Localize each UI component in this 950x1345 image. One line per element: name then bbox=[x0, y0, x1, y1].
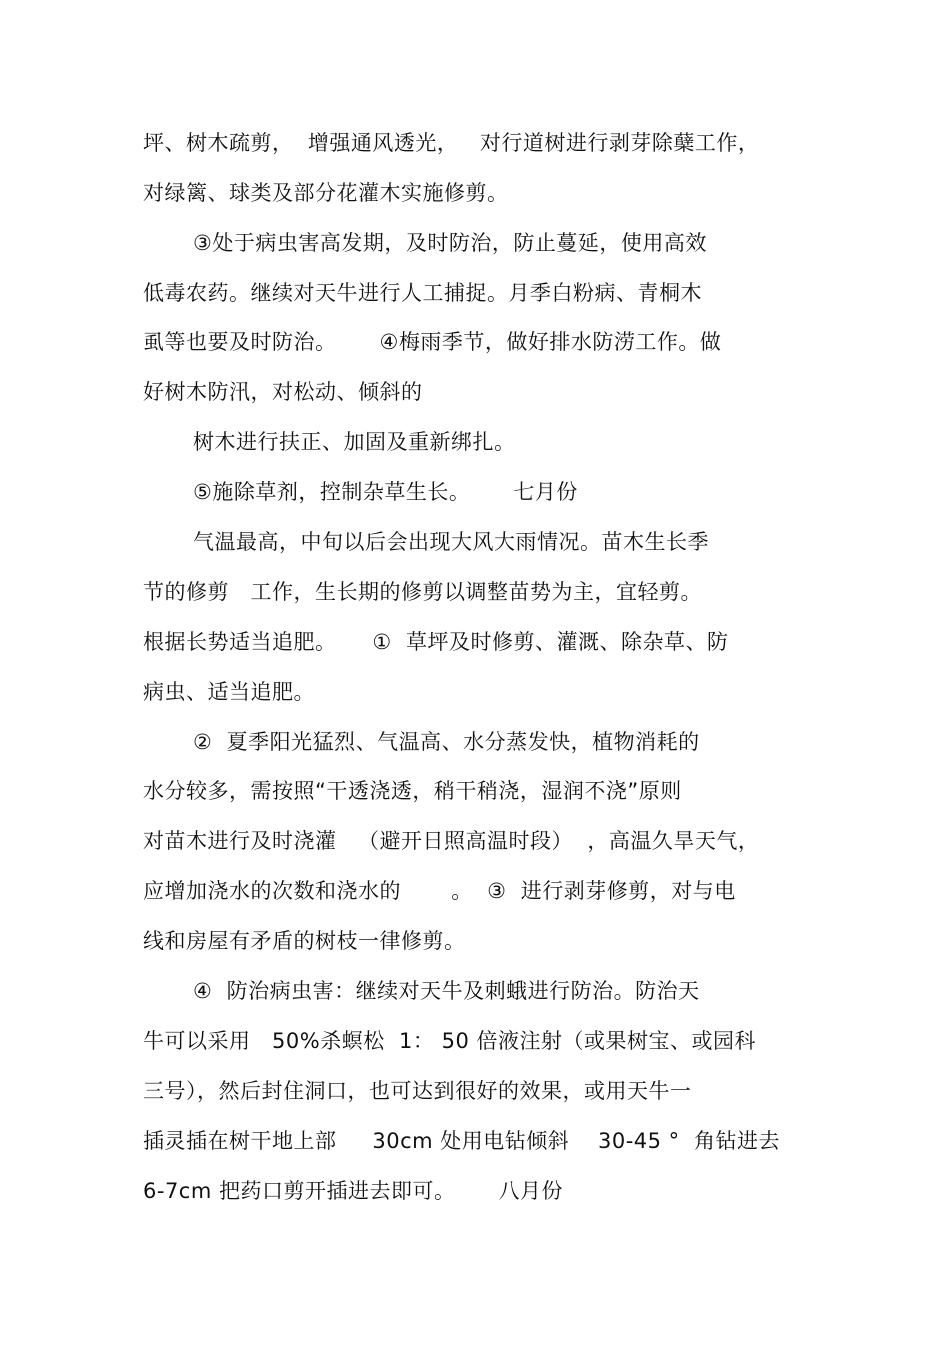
text-line-11: 根据长势适当追肥。 ① 草坪及时修剪、灌溉、除杂草、防 bbox=[143, 630, 729, 654]
text-line-7: 树木进行扶正、加固及重新绑扎。 bbox=[193, 430, 516, 454]
text-line-18: ④ 防治病虫害：继续对天牛及刺蛾进行防治。防治天 bbox=[193, 979, 700, 1003]
text-line-5: 虱等也要及时防治。 ④梅雨季节，做好排水防涝工作。做 bbox=[143, 330, 722, 354]
text-line-16: 应增加浇水的次数和浇水的 。 ③ 进行剥芽修剪，对与电 bbox=[143, 879, 736, 903]
text-line-6: 好树木防汛，对松动、倾斜的 bbox=[143, 380, 423, 404]
text-line-12: 病虫、适当追肥。 bbox=[143, 680, 315, 704]
text-line-8: ⑤施除草剂，控制杂草生长。 七月份 bbox=[193, 480, 578, 504]
text-line-4: 低毒农药。继续对天牛进行人工捕捉。月季白粉病、青桐木 bbox=[143, 281, 702, 305]
text-line-19: 牛可以采用 50%杀螟松 1： 50 倍液注射（或果树宝、或园科 bbox=[143, 1029, 756, 1053]
text-line-14: 水分较多，需按照“干透浇透，稍干稍浇，湿润不浇”原则 bbox=[143, 779, 682, 803]
text-line-22: 6-7cm 把药口剪开插进去即可。 八月份 bbox=[143, 1179, 564, 1203]
text-line-1: 坪、树木疏剪， 增强通风透光， 对行道树进行剥芽除蘖工作， bbox=[143, 131, 760, 155]
text-line-21: 插灵插在树干地上部 30cm 处用电钻倾斜 30-45 ° 角钻进去 bbox=[143, 1129, 781, 1153]
text-line-9: 气温最高，中旬以后会出现大风大雨情况。苗木生长季 bbox=[193, 530, 709, 554]
text-line-15: 对苗木进行及时浇灌 （避开日照高温时段） ，高温久旱天气， bbox=[143, 829, 760, 853]
text-line-20: 三号），然后封住洞口，也可达到很好的效果，或用天牛一 bbox=[143, 1079, 692, 1103]
text-line-17: 线和房屋有矛盾的树枝一律修剪。 bbox=[143, 929, 466, 953]
text-line-3: ③处于病虫害高发期，及时防治，防止蔓延，使用高效 bbox=[193, 231, 707, 255]
text-line-2: 对绿篱、球类及部分花灌木实施修剪。 bbox=[143, 181, 509, 205]
text-line-13: ② 夏季阳光猛烈、气温高、水分蒸发快，植物消耗的 bbox=[193, 730, 700, 754]
text-line-10: 节的修剪 工作，生长期的修剪以调整苗势为主，宜轻剪。 bbox=[143, 580, 703, 604]
